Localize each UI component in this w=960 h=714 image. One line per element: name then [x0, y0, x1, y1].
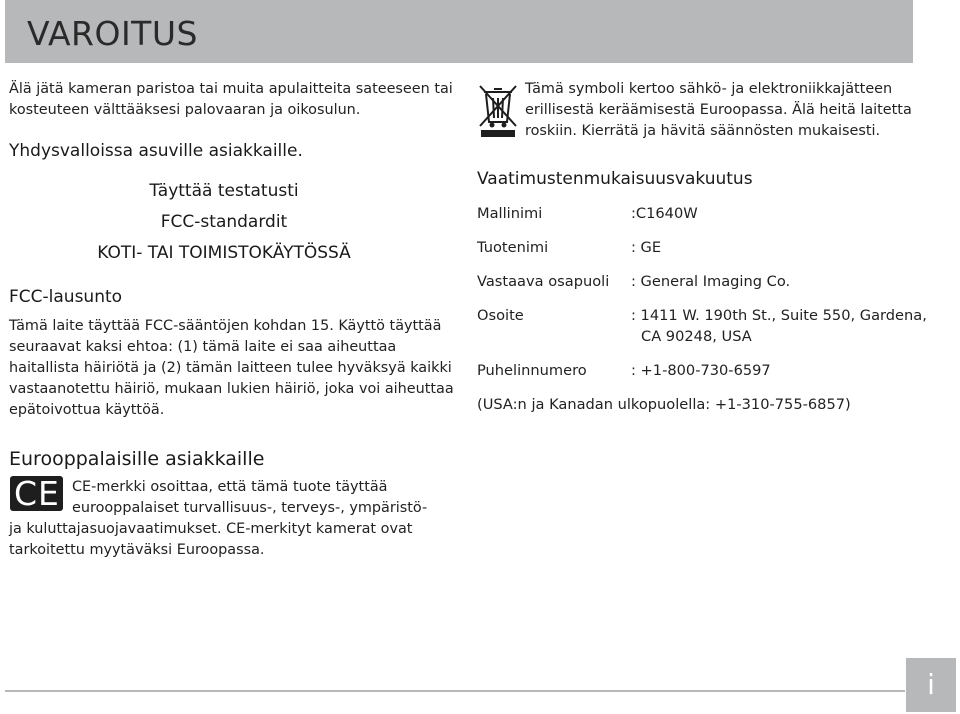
battery-warning-line: kosteuteen välttääksesi palovaaran ja oikosulun. — [9, 102, 361, 118]
header-bar — [5, 0, 913, 63]
spec-value-product: : GE — [631, 239, 662, 256]
spec-value-party: : General Imaging Co. — [631, 273, 791, 290]
fcc-text-line: vastaanotettu häiriö, mukaan lukien häiriö, joka voi aiheuttaa — [9, 381, 454, 397]
fcc-compliance-line: FCC-standardit — [160, 212, 288, 232]
spec-label-party: Vastaava osapuoli — [477, 273, 610, 290]
spec-value-phone: : +1-800-730-6597 — [631, 362, 771, 379]
spec-label-phone: Puhelinnumero — [477, 362, 587, 379]
fcc-compliance-block — [9, 176, 439, 269]
fcc-text-line: Tämä laite täyttää FCC-sääntöjen kohdan 15. Käyttö täyttää — [9, 318, 442, 334]
weee-bin-icon — [478, 80, 518, 140]
page-number: i — [906, 658, 956, 712]
weee-text-line: roskiin. Kierrätä ja hävitä säännösten mukaisesti. — [525, 123, 881, 139]
spec-value-address: : 1411 W. 190th St., Suite 550, Gardena, — [631, 307, 927, 324]
fcc-compliance-line: Täyttää testatusti — [149, 181, 299, 201]
europe-text-line: tarkoitettu myytäväksi Euroopassa. — [9, 542, 265, 558]
fcc-text-line: epätoivottua käyttöä. — [9, 402, 165, 418]
spec-label-product: Tuotenimi — [477, 239, 549, 256]
europe-text-line: ja kuluttajasuojavaatimukset. CE-merkityt kamerat ovat — [9, 521, 413, 537]
ce-mark-icon — [10, 476, 63, 511]
spec-label-address: Osoite — [477, 307, 524, 324]
footer-divider — [5, 690, 905, 692]
spec-value-model: :C1640W — [631, 205, 698, 222]
fcc-text-line: seuraavat kaksi ehtoa: (1) tämä laite ei saa aiheuttaa — [9, 339, 397, 355]
ce-mark-letters: CE — [14, 474, 60, 513]
conformity-heading: Vaatimustenmukaisuusvakuutus — [477, 169, 753, 189]
intl-phone: (USA:n ja Kanadan ulkopuolella: +1-310-755-6857) — [477, 396, 851, 413]
fcc-text-line: haitallista häiriötä ja (2) tämän laitteen tulee hyväksyä kaikki — [9, 360, 452, 376]
weee-text-line: erillisestä keräämisestä Euroopassa. Älä heitä laitetta — [525, 102, 912, 118]
weee-text — [525, 79, 912, 142]
fcc-compliance-line: KOTI- TAI TOIMISTOKÄYTÖSSÄ — [97, 243, 351, 263]
europe-text-top — [72, 477, 427, 519]
battery-warning-line: Älä jätä kameran paristoa tai muita apulaitteita sateeseen tai — [9, 81, 453, 97]
fcc-statement-heading: FCC-lausunto — [9, 287, 123, 307]
europe-heading: Eurooppalaisille asiakkaille — [9, 448, 265, 470]
spec-value-address-2: CA 90248, USA — [641, 328, 752, 345]
europe-text-line: eurooppalaiset turvallisuus-, terveys-, ympäristö- — [72, 500, 428, 516]
us-customers-heading: Yhdysvalloissa asuville asiakkaille. — [9, 141, 303, 161]
fcc-statement-text — [9, 316, 454, 421]
spec-label-model: Mallinimi — [477, 205, 543, 222]
europe-text-line: CE-merkki osoittaa, että tämä tuote täyttää — [72, 479, 388, 495]
page-title: VAROITUS — [27, 14, 198, 53]
europe-text-bottom — [9, 519, 412, 561]
weee-text-line: Tämä symboli kertoo sähkö- ja elektroniikkajätteen — [525, 81, 893, 97]
battery-warning — [9, 79, 453, 121]
